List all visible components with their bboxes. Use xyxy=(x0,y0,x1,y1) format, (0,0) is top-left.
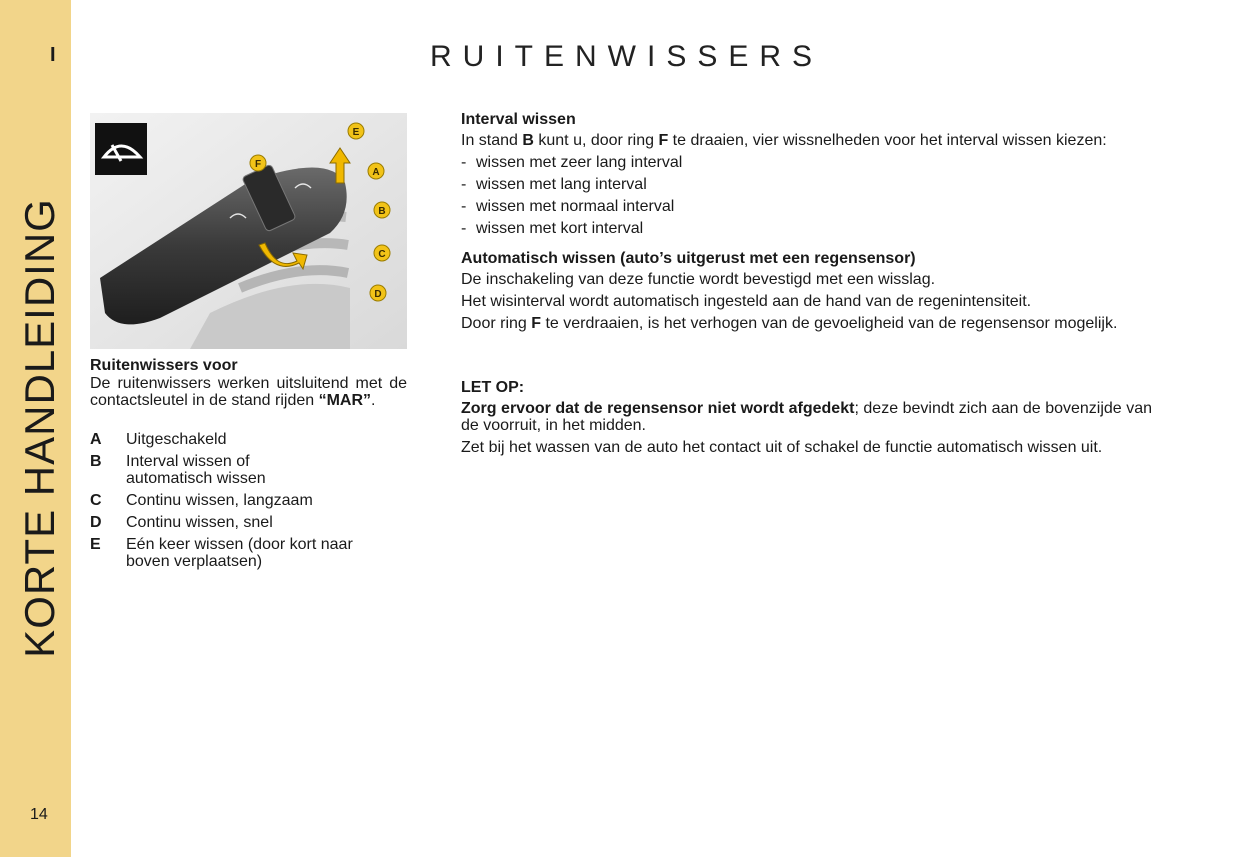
legend-key: B xyxy=(90,453,102,470)
legend-key: E xyxy=(90,536,101,553)
interval-option: - wissen met lang interval xyxy=(461,176,647,193)
warning-paragraph-2: Zet bij het wassen van de auto het contact uit of schakel de functie automatisch wissen uit. xyxy=(461,439,1103,456)
legend-item xyxy=(90,431,407,448)
intro-bold: “MAR” xyxy=(318,392,372,409)
intro-end: . xyxy=(371,392,376,409)
legend-text: Continu wissen, snel xyxy=(126,514,273,531)
interval-text-3: te draaien, vier wissnelheden voor het interval wissen kiezen: xyxy=(668,132,1107,149)
interval-bold-2: F xyxy=(658,132,669,149)
interval-heading: Interval wissen xyxy=(461,111,576,128)
left-column xyxy=(90,356,407,575)
interval-text-1: In stand xyxy=(461,132,523,149)
interval-option-text: wissen met zeer lang interval xyxy=(476,154,683,171)
auto-bold: F xyxy=(531,315,542,332)
legend-key: A xyxy=(90,431,102,448)
legend-item xyxy=(90,536,407,570)
warning-bold: Zorg ervoor dat de regensensor niet wordt afgedekt xyxy=(461,400,855,417)
interval-bold-1: B xyxy=(522,132,534,149)
interval-option-text: wissen met kort interval xyxy=(476,220,644,237)
right-column xyxy=(461,110,1152,456)
legend-key: C xyxy=(90,492,102,509)
interval-option: - wissen met normaal interval xyxy=(461,198,675,215)
warning-paragraph-1 xyxy=(461,400,1152,434)
legend-text: Eén keer wissen (door kort naar boven verplaatsen) xyxy=(126,536,353,570)
callout-label: B xyxy=(378,206,386,217)
page-title: RUITENWISSERS xyxy=(430,40,824,73)
interval-option-text: wissen met lang interval xyxy=(476,176,647,193)
legend-text: Interval wissen of automatisch wissen xyxy=(126,453,266,487)
warning-heading: LET OP: xyxy=(461,379,525,396)
legend-key: D xyxy=(90,514,102,531)
callout-label: A xyxy=(372,167,380,178)
legend-text: Continu wissen, langzaam xyxy=(126,492,313,509)
front-wipers-heading: Ruitenwissers voor xyxy=(90,357,238,374)
legend-text: Uitgeschakeld xyxy=(126,431,227,448)
auto-text-a: Door ring xyxy=(461,315,532,332)
interval-option: - wissen met zeer lang interval xyxy=(461,154,683,171)
interval-option: - wissen met kort interval xyxy=(461,220,644,237)
legend-item xyxy=(90,453,407,487)
front-wipers-intro xyxy=(90,375,407,409)
interval-text-2: kunt u, door ring xyxy=(533,132,659,149)
interval-paragraph xyxy=(461,132,1152,149)
interval-option-text: wissen met normaal interval xyxy=(476,198,675,215)
intro-text: De ruitenwissers werken uitsluitend met de contactsleutel in de stand rijden xyxy=(90,375,407,409)
callout-label: F xyxy=(254,159,262,170)
page-number: 14 xyxy=(30,806,48,823)
callout-label: D xyxy=(374,289,382,300)
sidebar xyxy=(0,0,71,857)
legend-list xyxy=(90,431,407,570)
wiper-stalk-illustration xyxy=(90,113,407,349)
section-title-vertical: KORTE HANDLEIDING xyxy=(16,198,63,658)
auto-paragraph-1: De inschakeling van deze functie wordt bevestigd met een wisslag. xyxy=(461,271,936,288)
auto-paragraph-2: Het wisinterval wordt automatisch ingesteld aan de hand van de regenintensiteit. xyxy=(461,293,1032,310)
auto-paragraph-3 xyxy=(461,315,1152,332)
wiper-symbol xyxy=(95,123,147,175)
callout-label: C xyxy=(378,249,386,260)
auto-text-c: te verdraaien, is het verhogen van de gevoeligheid van de regensensor mogelijk. xyxy=(541,315,1118,332)
warning-text: ; deze bevindt zich aan de bovenzijde van de voorruit, in het midden. xyxy=(461,400,1153,434)
auto-heading: Automatisch wissen (auto’s uitgerust met een regensensor) xyxy=(461,250,916,267)
legend-item xyxy=(90,514,407,531)
legend-item xyxy=(90,492,407,509)
chapter-number: I xyxy=(50,44,56,66)
callout-label: E xyxy=(352,127,360,138)
